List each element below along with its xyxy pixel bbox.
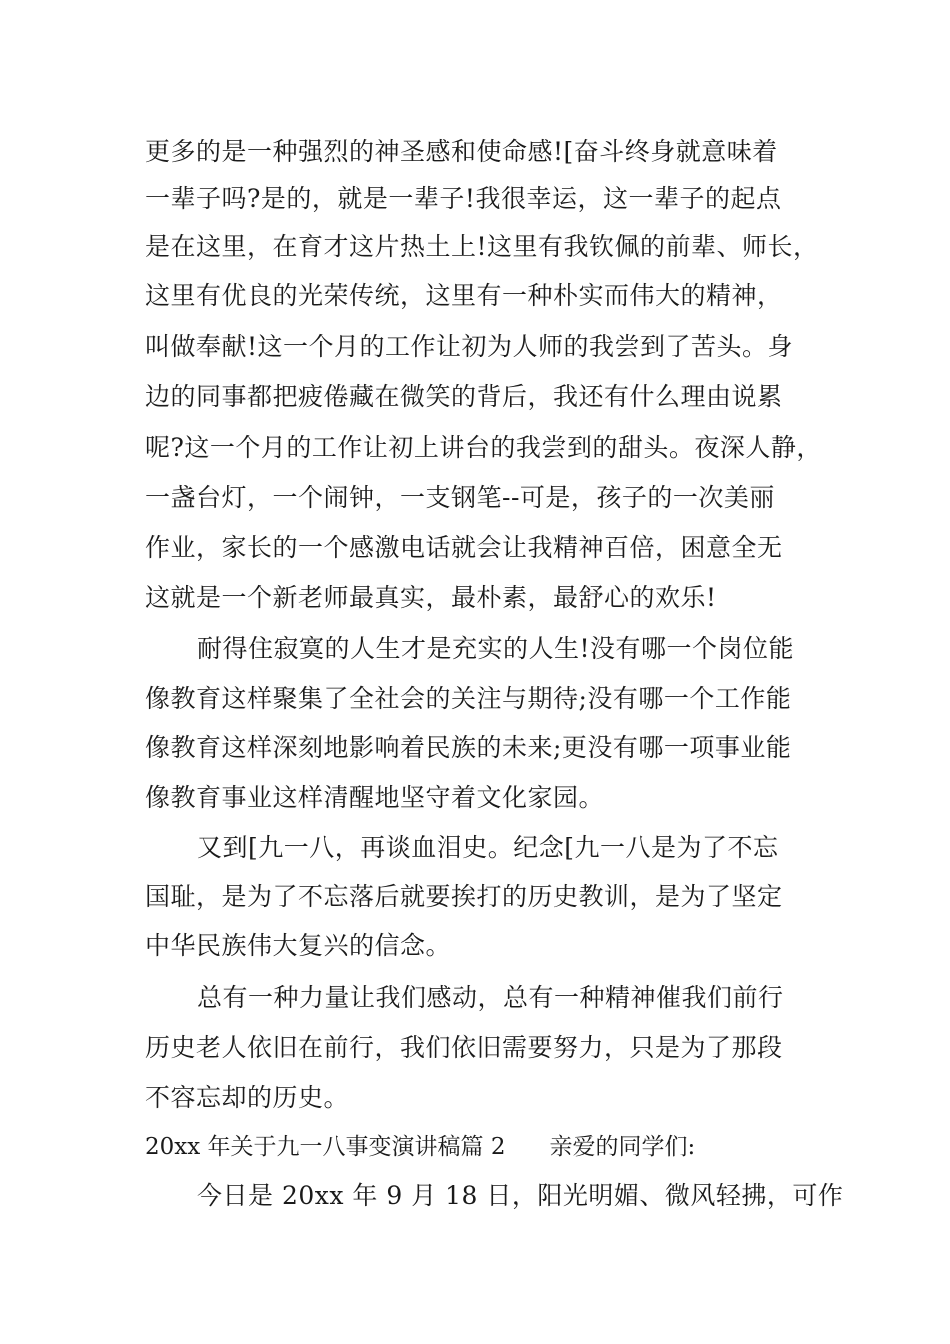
text-line: 这就是一个新老师最真实，最朴素，最舒心的欢乐! bbox=[145, 583, 717, 612]
text-line: 总有一种力量让我们感动，总有一种精神催我们前行 bbox=[197, 983, 784, 1012]
text-line: 像教育这样深刻地影响着民族的未来;更没有哪一项事业能 bbox=[145, 733, 792, 762]
text-line: 叫做奉献!这一个月的工作让初为人师的我尝到了苦头。身 bbox=[145, 332, 794, 361]
text-line: 今日是 20xx 年 9 月 18 日，阳光明媚、微风轻拂，可作 bbox=[197, 1181, 844, 1210]
text-line: 中华民族伟大复兴的信念。 bbox=[145, 931, 452, 960]
text-line: 耐得住寂寞的人生才是充实的人生!没有哪一个岗位能 bbox=[197, 634, 795, 663]
text-line: 是在这里，在育才这片热土上!这里有我钦佩的前辈、师长， bbox=[145, 232, 819, 261]
text-line: 国耻，是为了不忘落后就要挨打的历史教训，是为了坚定 bbox=[145, 882, 783, 911]
text-line: 更多的是一种强烈的神圣感和使命感![奋斗终身就意味着 bbox=[145, 137, 778, 166]
text-line: 这里有优良的光荣传统，这里有一种朴实而伟大的精神， bbox=[145, 281, 783, 310]
section-title: 20xx 年关于九一八事变演讲稿篇 2 bbox=[145, 1134, 506, 1160]
section-heading bbox=[145, 1131, 695, 1163]
text-line: 不容忘却的历史。 bbox=[145, 1083, 350, 1112]
text-line: 边的同事都把疲倦藏在微笑的背后，我还有什么理由说累 bbox=[145, 382, 783, 411]
text-line: 又到[九一八，再谈血泪史。纪念[九一八是为了不忘 bbox=[197, 833, 779, 862]
text-line: 历史老人依旧在前行，我们依旧需要努力，只是为了那段 bbox=[145, 1033, 783, 1062]
text-line: 呢?这一个月的工作让初上讲台的我尝到的甜头。夜深人静， bbox=[145, 433, 822, 462]
text-line: 像教育这样聚集了全社会的关注与期待;没有哪一个工作能 bbox=[145, 684, 792, 713]
text-line: 像教育事业这样清醒地坚守着文化家园。 bbox=[145, 783, 605, 812]
greeting: 亲爱的同学们: bbox=[549, 1134, 696, 1160]
text-line: 作业，家长的一个感激电话就会让我精神百倍，困意全无 bbox=[145, 533, 783, 562]
text-line: 一辈子吗?是的，就是一辈子!我很幸运，这一辈子的起点 bbox=[145, 184, 782, 213]
text-line: 一盏台灯，一个闹钟，一支钢笔--可是，孩子的一次美丽 bbox=[145, 483, 775, 512]
